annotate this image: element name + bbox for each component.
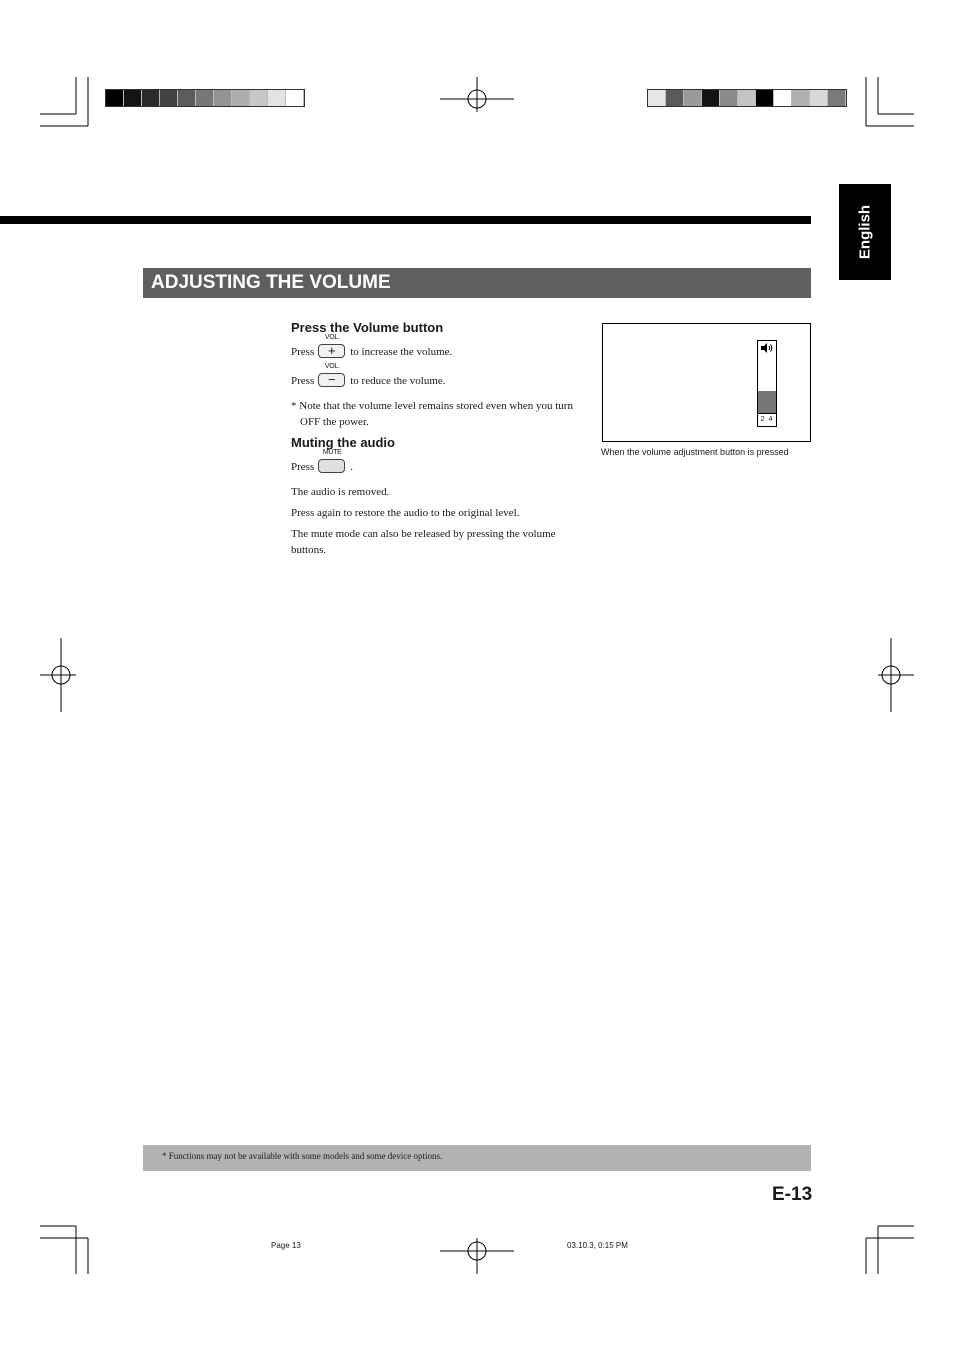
slug-page: Page 13 [271,1241,301,1250]
volume-screen-figure [602,323,811,442]
mute-key-label: MUTE [322,449,342,456]
figure-caption: When the volume adjustment button is pressed [601,447,789,457]
vol-key-label: VOL. [324,334,340,341]
calibration-swatch [684,90,702,106]
speaker-icon [761,343,773,353]
calibration-swatch [666,90,684,106]
calibration-swatch [106,90,124,106]
calibration-swatch [232,90,250,106]
mute-key [318,449,346,475]
calibration-swatch [214,90,232,106]
calibration-swatch [828,90,846,106]
calibration-swatch [124,90,142,106]
calibration-swatch [196,90,214,106]
color-calibration-strip-left [105,89,305,107]
mute-heading: Muting the audio [291,435,395,450]
language-tab [839,184,891,280]
volume-up-instruction [291,334,586,360]
mute-instruction [291,449,586,475]
footnote: * Functions may not be available with some models and some device options. [143,1145,811,1171]
press-word: Press [291,346,315,358]
volume-down-key [318,363,346,389]
volume-down-instruction [291,363,586,389]
calibration-swatch [702,90,720,106]
volume-note: * Note that the volume level remains stored even when you turn OFF the power. [291,400,573,428]
language-tab-label: English [856,204,874,260]
mute-line-2: Press again to restore the audio to the original level. [291,507,520,519]
page-number: E-13 [772,1184,813,1205]
calibration-swatch [720,90,738,106]
press-word: Press [291,461,315,473]
calibration-swatch [250,90,268,106]
increase-text: to increase the volume. [350,346,453,358]
section-title: ADJUSTING THE VOLUME [143,268,811,298]
header-rule [0,216,811,224]
color-calibration-strip-right [647,89,847,107]
minus-icon: − [318,373,345,387]
volume-up-key [318,334,346,360]
volume-level-value: 2 4 [758,413,776,426]
calibration-swatch [178,90,196,106]
instructions-column [291,320,586,563]
calibration-swatch [756,90,774,106]
slug-date: 03.10.3, 0:15 PM [567,1241,628,1250]
volume-level-bar [757,340,777,427]
calibration-swatch [810,90,828,106]
calibration-swatch [268,90,286,106]
volume-heading: Press the Volume button [291,320,444,335]
press-word: Press [291,375,315,387]
reduce-text: to reduce the volume. [350,375,446,387]
calibration-swatch [286,90,304,106]
mute-line-3: The mute mode can also be released by pressing the volume buttons. [291,528,556,556]
mute-line-1: The audio is removed. [291,486,390,498]
mute-button-icon [318,459,345,473]
vol-key-label: VOL. [324,363,340,370]
plus-icon: + [318,344,345,358]
mute-period: . [350,461,353,473]
calibration-swatch [648,90,666,106]
volume-level-fill [758,391,776,413]
calibration-swatch [774,90,792,106]
calibration-swatch [792,90,810,106]
calibration-swatch [142,90,160,106]
calibration-swatch [160,90,178,106]
calibration-swatch [738,90,756,106]
